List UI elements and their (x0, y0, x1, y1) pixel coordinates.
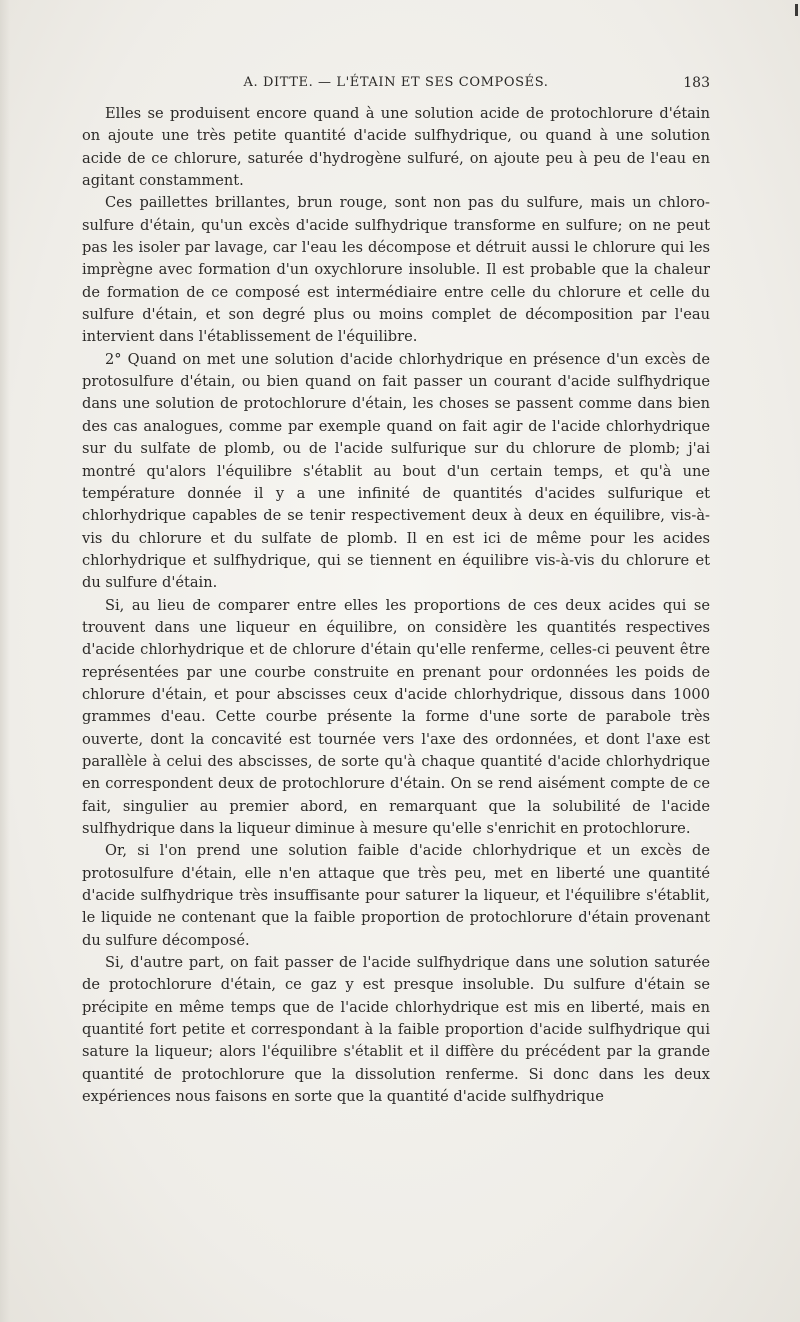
running-head: A. DITTE. — L'ÉTAIN ET SES COMPOSÉS. (243, 75, 549, 90)
paragraph: Or, si l'on prend une solution faible d'acide chlorhydrique et un excès de protosulfure d'étain, elle n'en attaque que très peu, met en liberté une quantité d'acide sulfhydrique très insuffisante pour saturer la liqueur, et l'équilibre s'établit, le liquide ne contenant que la faible proportion de protochlorure d'étain provenant du sulfure décomposé. (82, 842, 710, 949)
page-header (82, 75, 710, 99)
paragraph: 2° Quand on met une solution d'acide chlorhydrique en présence d'un excès de protosulfure d'étain, ou bien quand on fait passer un courant d'acide sulfhydrique dans une solution de protochlorure d'étain, les choses se passent comme dans bien des cas analogues, comme par exemple quand on fait agir de l'acide chlorhydrique sur du sulfate de plomb, ou de l'acide sulfurique sur du chlorure de plomb; j'ai montré qu'alors l'équilibre s'établit au bout d'un certain temps, et qu'à une température donnée il y a une infinité de quantités d'acides sulfurique et chlorhydrique capables de se tenir respectivement deux à deux en équilibre, vis-à-vis du chlorure et du sulfate de plomb. Il en est ici de même pour les acides chlorhydrique et sulfhydrique, qui se tiennent en équilibre vis-à-vis du chlorure et du sulfure d'étain. (82, 350, 710, 592)
body-text (82, 103, 710, 1108)
page-edge-shadow (0, 0, 10, 1322)
corner-mark (795, 4, 798, 16)
paragraph: Ces paillettes brillantes, brun rouge, sont non pas du sulfure, mais un chloro-sulfure d'étain, qu'un excès d'acide sulfhydrique transforme en sulfure; on ne peut pas les isoler par lavage, car l'eau les décompose et détruit aussi le chlorure qui les imprègne avec formation d'un oxychlorure insoluble. Il est probable que la chaleur de formation de ce composé est intermédiaire entre celle du chlorure et celle du sulfure d'étain, et son degré plus ou moins complet de décomposition par l'eau intervient dans l'établissement de l'équilibre. (82, 194, 710, 346)
paragraph: Si, d'autre part, on fait passer de l'acide sulfhydrique dans une solution saturée de protochlorure d'étain, ce gaz y est presque insoluble. Du sulfure d'étain se précipite en même temps que de l'acide chlorhydrique est mis en liberté, mais en quantité fort petite et correspondant à la faible proportion d'acide sulfhydrique qui sature la liqueur; alors l'équilibre s'établit et il diffère du précédent par la grande quantité de protochlorure que la dissolution renferme. Si donc dans les deux expériences nous faisons en sorte que la quantité d'acide sulfhydrique (82, 954, 710, 1106)
paragraph: Elles se produisent encore quand à une solution acide de protochlorure d'étain on ajoute une très petite quantité d'acide sulfhydrique, ou quand à une solution acide de ce chlorure, saturée d'hydrogène sulfuré, on ajoute peu à peu de l'eau en agitant constamment. (82, 105, 710, 190)
paragraph: Si, au lieu de comparer entre elles les proportions de ces deux acides qui se trouvent dans une liqueur en équilibre, on considère les quantités respectives d'acide chlorhydrique et de chlorure d'étain qu'elle renferme, celles-ci peuvent être représentées par une courbe construite en prenant pour ordonnées les poids de chlorure d'étain, et pour abscisses ceux d'acide chlorhydrique, dissous dans 1000 grammes d'eau. Cette courbe présente la forme d'une sorte de parabole très ouverte, dont la concavité est tournée vers l'axe des ordonnées, et dont l'axe est parallèle à celui des abscisses, de sorte qu'à chaque quantité d'acide chlorhydrique en correspondent deux de protochlorure d'étain. On se rend aisément compte de ce fait, singulier au premier abord, en remarquant que la solubilité de l'acide sulfhydrique dans la liqueur diminue à mesure qu'elle s'enrichit en protochlorure. (82, 596, 710, 837)
page-number: 183 (683, 75, 710, 91)
